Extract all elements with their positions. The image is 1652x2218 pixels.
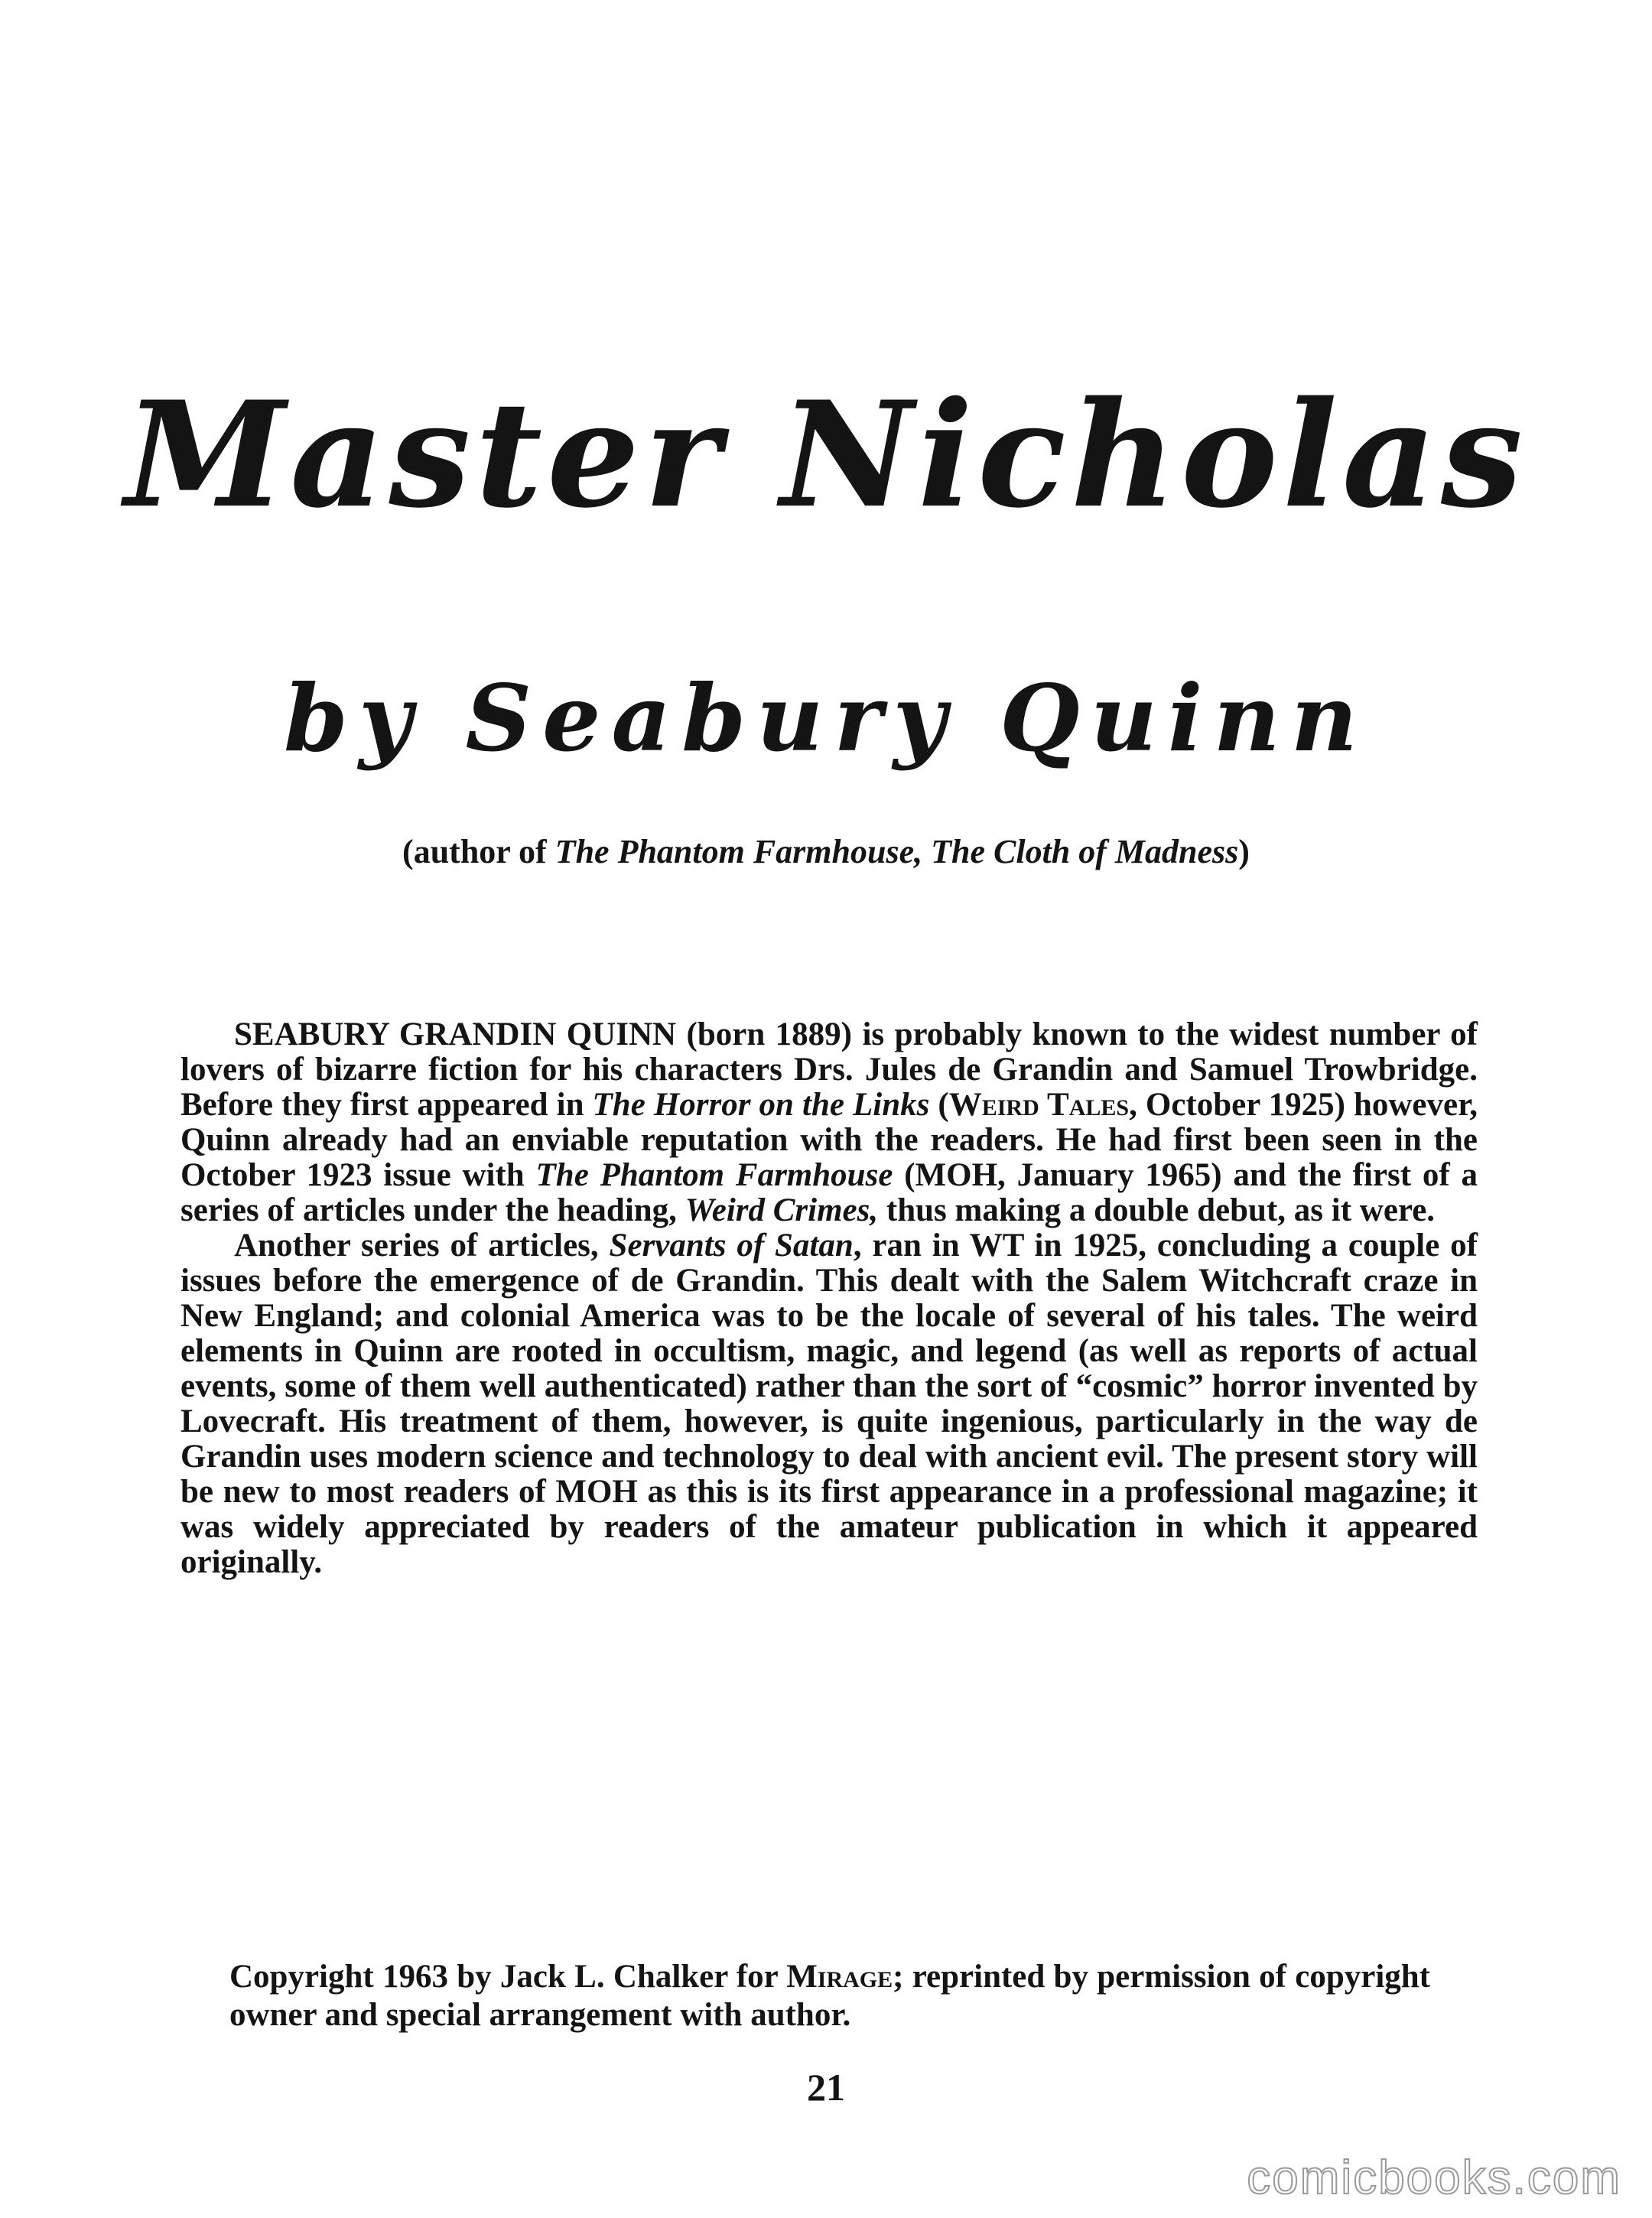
series-title-ref: Weird Crimes,: [685, 1192, 879, 1228]
story-title-ref: The Phantom Farmhouse: [535, 1157, 893, 1193]
text-run: , ran in WT in 1925, concluding a couple of issues before the emergence of de Grandin. This dealt with the Salem Witchcraft craze in New England; and colonial America was to be the locale of several of his tales. The weird elements in Quinn are rooted in occultism, magic, and legend (as well as reports of actual events, some of them well authenticated) rather than the sort of “cosmic” horror invented by Lovecraft. His treatment of them, however, is quite ingenious, particularly in the way de Grandin uses modern science and technology to deal with ancient evil. The present story will be new to most readers of MOH as this is its first appearance in a professional magazine; it was widely appreciated by readers of the amateur publication in which it appeared originally.: [180, 1228, 1478, 1580]
magazine-name: Weird Tales: [948, 1087, 1130, 1123]
page-number: 21: [807, 2066, 845, 2109]
text-run: Another series of articles,: [234, 1228, 610, 1263]
text-run: (MOH, January 1965) and the first of a series of articles under the heading,: [180, 1157, 1478, 1228]
series-title-ref: Servants of Satan: [609, 1228, 854, 1263]
author-note-works: The Phantom Farmhouse, The Cloth of Madness: [554, 833, 1239, 870]
intro-text: [180, 1017, 1478, 1580]
author-note-close: ): [1238, 833, 1250, 870]
text-run: Copyright 1963 by Jack L. Chalker for: [229, 1959, 787, 1995]
author-note: [0, 832, 1652, 873]
copyright-notice: [229, 1958, 1430, 2034]
text-run: SEABURY GRANDIN QUINN (born 1889) is probably known to the widest number of lovers of bizarre fiction for his characters Drs. Jules de Grandin and Samuel Trowbridge. Before they first appeared in: [180, 1016, 1478, 1123]
story-title-ref: The Horror on the Links: [592, 1087, 930, 1123]
watermark: comicbooks.com: [1247, 2151, 1621, 2204]
text-run: thus making a double debut, as it were.: [878, 1192, 1436, 1228]
story-title: Master Nicholas: [125, 369, 1527, 540]
author-note-open: (author of: [402, 833, 555, 870]
text-run: (: [929, 1087, 949, 1123]
publication-name: Mirage: [786, 1959, 893, 1995]
byline: by Seabury Quinn: [284, 665, 1368, 772]
intro-paragraph-2: [180, 1228, 1478, 1580]
text-run: , October 1925) however, Quinn already had an enviable reputation with the readers. He had first been seen in the October 1923 issue with: [180, 1087, 1478, 1193]
text-run: ; reprinted by permission of copyright owner and special arrangement with author.: [229, 1959, 1431, 2033]
intro-paragraph-1: [180, 1017, 1478, 1228]
